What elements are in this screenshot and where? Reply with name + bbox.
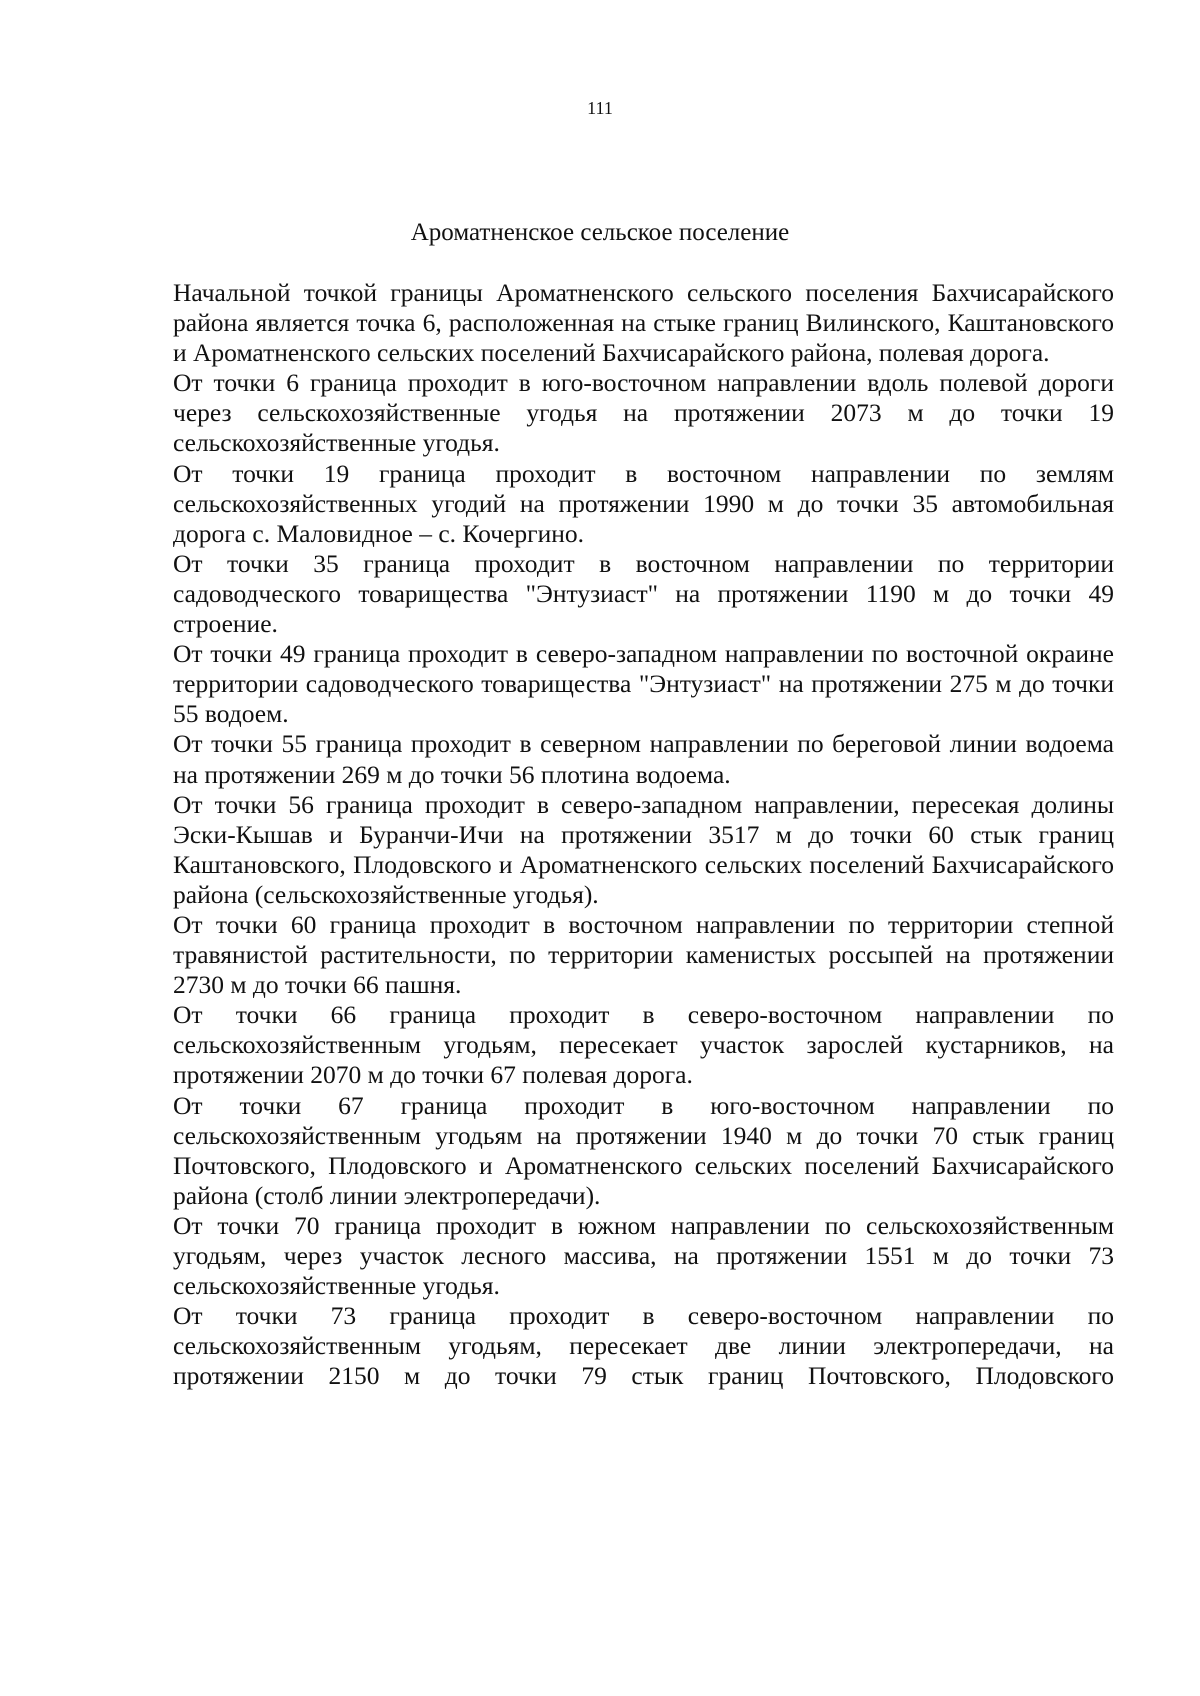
- paragraph: От точки 66 граница проходит в северо-восточном направлении по сельскохозяйственным угодьям, пересекает участок зарослей кустарников, на протяжении 2070 м до точки 67 полевая дорога.: [173, 1000, 1114, 1090]
- paragraph: От точки 55 граница проходит в северном направлении по береговой линии водоема на протяжении 269 м до точки 56 плотина водоема.: [173, 729, 1114, 789]
- paragraph: От точки 70 граница проходит в южном направлении по сельскохозяйственным угодьям, через участок лесного массива, на протяжении 1551 м до точки 73 сельскохозяйственные угодья.: [173, 1210, 1114, 1301]
- paragraph: Начальной точкой границы Ароматненского сельского поселения Бахчисарайского района является точка 6, расположенная на стыке границ Вилинского, Каштановского и Ароматненского сельских поселений Бахчисарайского района, полевая дорога.: [173, 278, 1114, 368]
- paragraph: От точки 73 граница проходит в северо-восточном направлении по сельскохозяйственным угодьям, пересекает две линии электропередачи, на протяжении 2150 м до точки 79 стык границ Почтовского, Плодовского: [173, 1301, 1114, 1391]
- document-body: [173, 278, 1114, 1391]
- paragraph: От точки 35 граница проходит в восточном направлении по территории садоводческого товарищества "Энтузиаст" на протяжении 1190 м до точки 49 строение.: [173, 548, 1114, 639]
- page-number: 111: [587, 98, 613, 118]
- paragraph: От точки 67 граница проходит в юго-восточном направлении по сельскохозяйственным угодьям на протяжении 1940 м до точки 70 стык границ Почтовского, Плодовского и Ароматненского сельских поселений Бахчисарайского района (столб линии электропередачи).: [173, 1090, 1114, 1210]
- paragraph: От точки 49 граница проходит в северо-западном направлении по восточной окраине территории садоводческого товарищества "Энтузиаст" на протяжении 275 м до точки 55 водоем.: [173, 639, 1114, 729]
- paragraph: От точки 6 граница проходит в юго-восточном направлении вдоль полевой дороги через сельскохозяйственные угодья на протяжении 2073 м до точки 19 сельскохозяйственные угодья.: [173, 368, 1114, 458]
- paragraph: От точки 60 граница проходит в восточном направлении по территории степной травянистой растительности, по территории каменистых россыпей на протяжении 2730 м до точки 66 пашня.: [173, 909, 1114, 1000]
- paragraph: От точки 19 граница проходит в восточном направлении по землям сельскохозяйственных угодий на протяжении 1990 м до точки 35 автомобильная дорога с. Маловидное – с. Кочергино.: [173, 458, 1114, 548]
- paragraph: От точки 56 граница проходит в северо-западном направлении, пересекая долины Эски-Кышав и Буранчи-Ичи на протяжении 3517 м до точки 60 стык границ Каштановского, Плодовского и Ароматненского сельских поселений Бахчисарайского района (сельскохозяйственные угодья).: [173, 789, 1114, 909]
- document-title: Ароматненское сельское поселение: [410, 219, 790, 246]
